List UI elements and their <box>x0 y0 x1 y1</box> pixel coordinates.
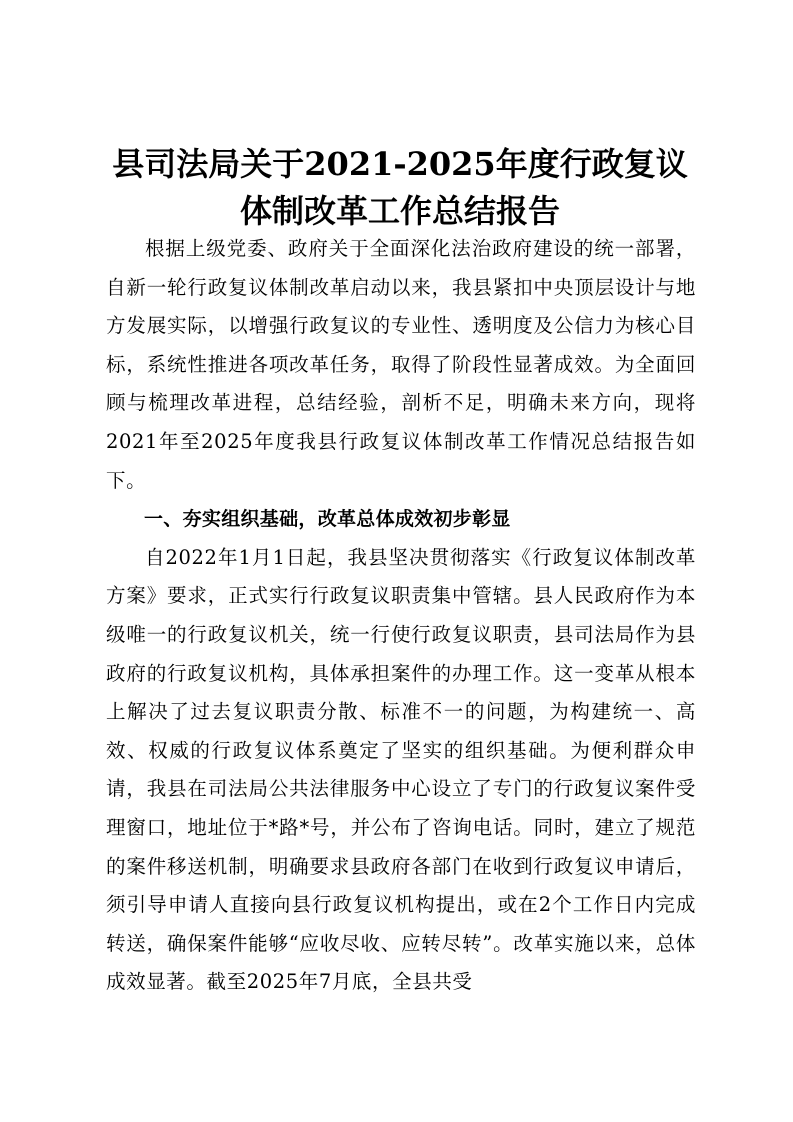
intro-paragraph: 根据上级党委、政府关于全面深化法治政府建设的统一部署，自新一轮行政复议体制改革启动以来，我县紧扣中央顶层设计与地方发展实际，以增强行政复议的专业性、透明度及公信力为核心目标，系统性推进各项改革任务，取得了阶段性显著成效。为全面回顾与梳理改革进程，总结经验，剖析不足，明确未来方向，现将2021年至2025年度我县行政复议体制改革工作情况总结报告如下。 <box>106 237 696 492</box>
document-body <box>106 230 696 1002</box>
section-1-paragraph: 自2022年1月1日起，我县坚决贯彻落实《行政复议体制改革方案》要求，正式实行行政复议职责集中管辖。县人民政府作为本级唯一的行政复议机关，统一行使行政复议职责，县司法局作为县政府的行政复议机构，具体承担案件的办理工作。这一变革从根本上解决了过去复议职责分散、标准不一的问题，为构建统一、高效、权威的行政复议体系奠定了坚实的组织基础。为便利群众申请，我县在司法局公共法律服务中心设立了专门的行政复议案件受理窗口，地址位于*路*号，并公布了咨询电话。同时，建立了规范的案件移送机制，明确要求县政府各部门在收到行政复议申请后，须引导申请人直接向县行政复议机构提出，或在2个工作日内完成转送，确保案件能够“应收尽收、应转尽转”。改革实施以来，总体成效显著。截至2025年7月底，全县共受 <box>106 545 696 994</box>
section-heading-1: 一、夯实组织基础，改革总体成效初步彰显 <box>144 508 511 531</box>
document-title: 县司法局关于2021-2025年度行政复议体制改革工作总结报告 <box>112 145 688 230</box>
